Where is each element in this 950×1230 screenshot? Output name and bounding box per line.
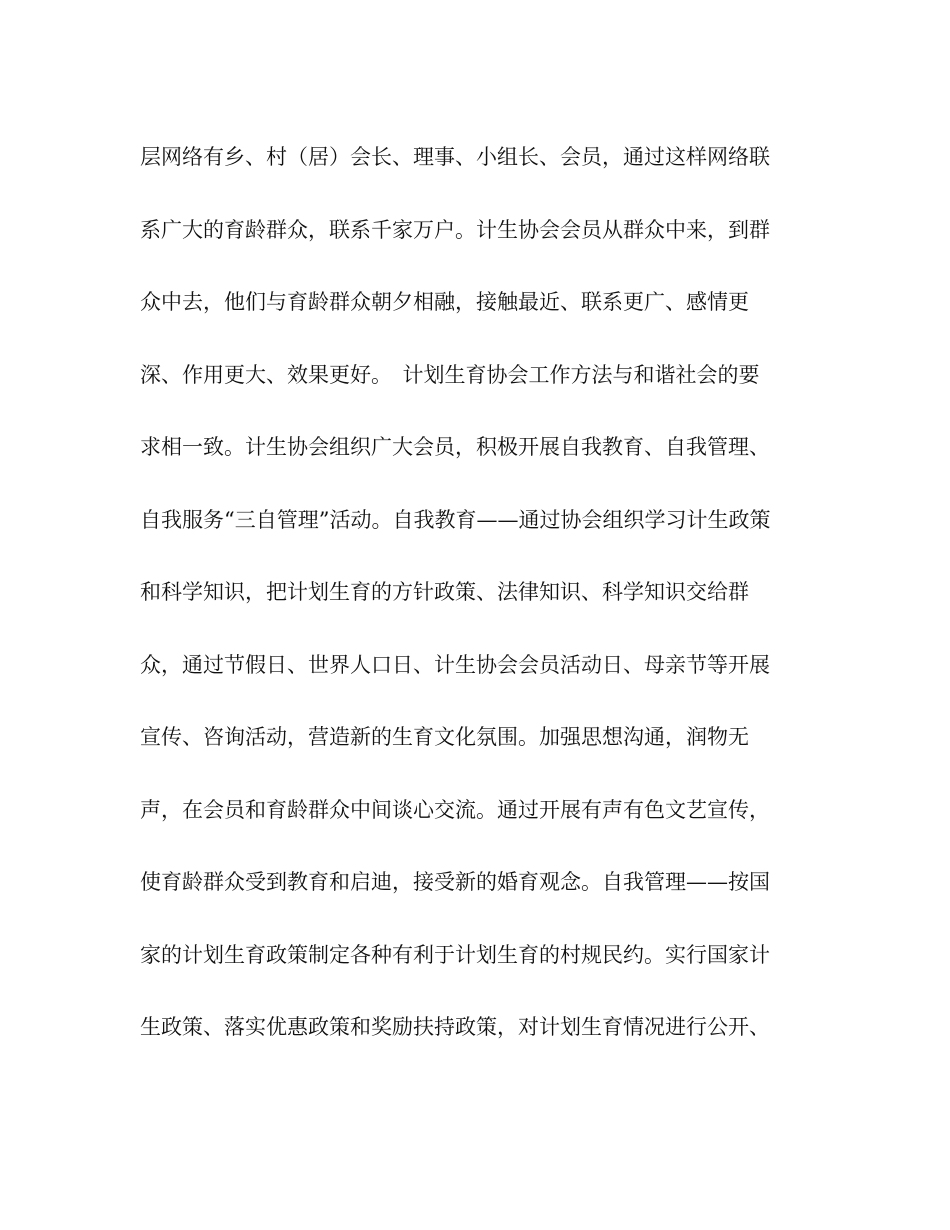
text-line-5: 求相一致。计生协会组织广大会员，积极开展自我教育、自我管理、: [140, 435, 770, 459]
text-line-12: 家的计划生育政策制定各种有利于计划生育的村规民约。实行国家计: [140, 942, 770, 967]
text-line-6: 自我服务“三自管理”活动。自我教育——通过协会组织学习计生政策: [140, 507, 771, 532]
text-line-8: 众，通过节假日、世界人口日、计生协会会员活动日、母亲节等开展: [140, 652, 770, 677]
text-line-7: 和科学知识，把计划生育的方针政策、法律知识、科学知识交给群: [140, 580, 749, 604]
text-line-11: 使育龄群众受到教育和启迪，接受新的婚育观念。自我管理——按国: [140, 870, 770, 894]
text-line-3: 众中去，他们与育龄群众朝夕相融，接触最近、联系更广、感情更: [140, 290, 749, 314]
text-line-13: 生政策、落实优惠政策和奖励扶持政策，对计划生育情况进行公开、: [140, 1015, 770, 1039]
body-text: [140, 135, 800, 1078]
text-line-1: 层网络有乡、村（居）会长、理事、小组长、会员，通过这样网络联: [140, 145, 770, 169]
text-line-10: 声，在会员和育龄群众中间谈心交流。通过开展有声有色文艺宣传，: [140, 797, 770, 822]
text-line-4: 深、作用更大、效果更好。 计划生育协会工作方法与和谐社会的要: [140, 362, 760, 387]
text-line-2: 系广大的育龄群众，联系千家万户。计生协会会员从群众中来，到群: [140, 217, 770, 242]
text-line-9: 宣传、咨询活动，营造新的生育文化氛围。加强思想沟通，润物无: [140, 725, 749, 749]
